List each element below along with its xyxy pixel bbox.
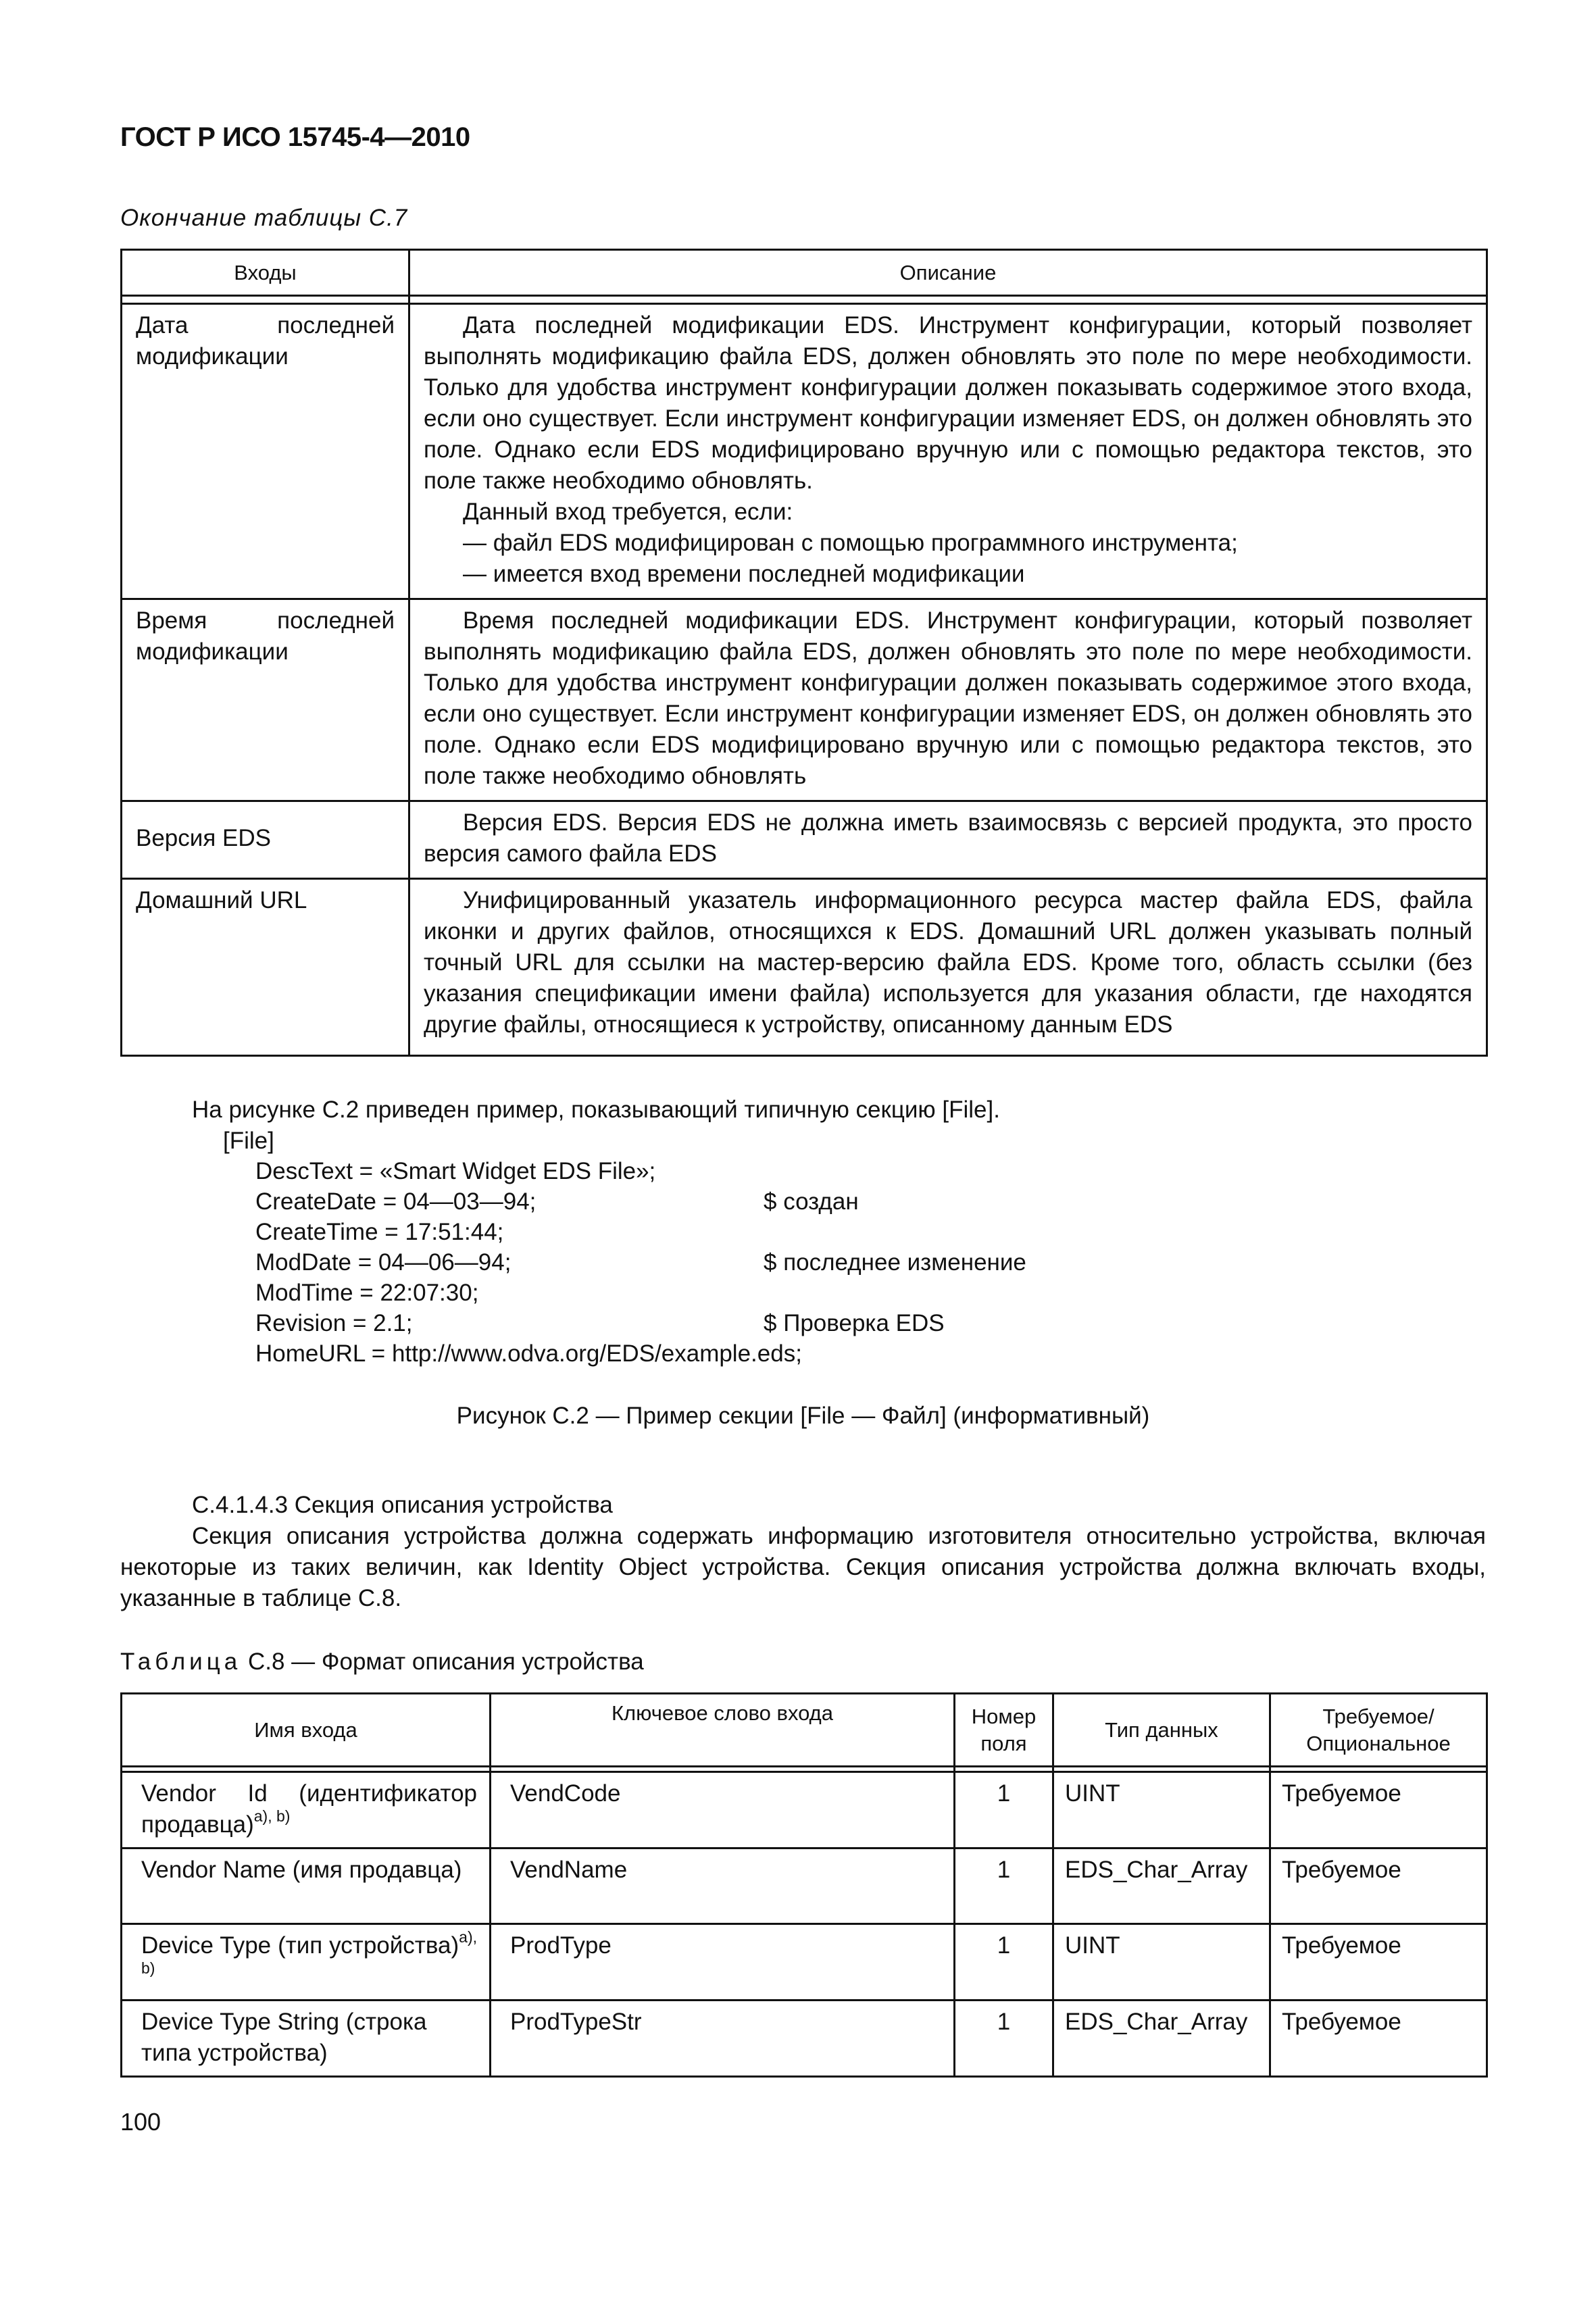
table-c7-description-cell xyxy=(409,304,1487,599)
table-c8-type-cell: UINT xyxy=(1053,1772,1270,1848)
table-c8-field-cell: 1 xyxy=(955,1848,1053,1924)
table-c8-caption xyxy=(120,1646,644,1678)
code-text: ModDate = 04—06—94; xyxy=(255,1249,512,1276)
table-c8-required-cell: Требуемое xyxy=(1270,1772,1487,1848)
code-line xyxy=(255,1186,1134,1217)
document-id-header: ГОСТ Р ИСО 15745-4—2010 xyxy=(120,122,470,152)
code-line xyxy=(255,1217,1134,1247)
description-list-item: — файл EDS модифицирован с помощью программного инструмента; xyxy=(463,530,1238,556)
table-c7 xyxy=(120,249,1488,1057)
footnote-ref: а), b) xyxy=(141,1928,477,1977)
table-c8-type-cell: UINT xyxy=(1053,1924,1270,2001)
table-c7-entry-cell: Домашний URL xyxy=(122,879,409,1056)
table-c7-entry-cell: Дата последней модификации xyxy=(122,304,409,599)
table-c8-header-name: Имя входа xyxy=(122,1694,491,1767)
section-body: Секция описания устройства должна содержать информацию изготовителя относительно устройства, включая некоторые из таких величин, как Identity Object устройства. Секция описания устройства должна включать входы, указанные в таблице С.8. xyxy=(120,1523,1486,1611)
code-text: HomeURL = http://www.odva.org/EDS/example.eds; xyxy=(255,1340,802,1367)
table-c8-required-cell: Требуемое xyxy=(1270,2001,1487,2077)
page-number: 100 xyxy=(120,2108,161,2136)
description-paragraph: Данный вход требуется, если: xyxy=(463,499,793,525)
table-c7-description-cell xyxy=(409,801,1487,879)
table-c7-header-row xyxy=(122,250,1487,296)
footnote-ref: а), b) xyxy=(253,1807,291,1825)
table-c7-description-cell xyxy=(409,879,1487,1056)
code-comment: $ создан xyxy=(764,1188,859,1215)
table-c8-name-cell: Device Type (тип устройства)$^{а), b)}$ xyxy=(122,1924,491,2001)
code-line xyxy=(255,1308,1134,1338)
table-c8-name-cell: Vendor Id (идентификатор продавца)$^{а), b)}$ xyxy=(122,1772,491,1848)
table-row xyxy=(122,1772,1487,1848)
table-row xyxy=(122,801,1487,879)
table-c7-header-separator xyxy=(122,296,1487,304)
table-row xyxy=(122,599,1487,801)
table-c8 xyxy=(120,1692,1488,2078)
code-line xyxy=(255,1338,1134,1369)
code-text: Revision = 2.1; xyxy=(255,1310,413,1336)
section-title: С.4.1.4.3 Секция описания устройства xyxy=(192,1492,613,1518)
table-c8-header-keyword: Ключевое слово входа xyxy=(491,1694,955,1767)
description-paragraph: Дата последней модификации EDS. Инструмент конфигурации, который позволяет выполнять модификацию файла EDS, должен обновлять это поле по мере необходимости. Только для удобства инструмент конфигурации должен показывать содержимое этого входа, если оно существует. Если инструмент конфигурации изменяет EDS, он должен обновлять это поле. Однако если EDS модифицировано вручную или с помощью редактора текстов, это поле также необходимо обновлять. xyxy=(424,312,1472,494)
code-comment: $ Проверка EDS xyxy=(764,1310,945,1336)
table-c8-field-cell: 1 xyxy=(955,1772,1053,1848)
table-c7-continuation-caption: Окончание таблицы С.7 xyxy=(120,205,408,231)
code-text: ModTime = 22:07:30; xyxy=(255,1280,479,1306)
description-paragraph: Время последней модификации EDS. Инструмент конфигурации, который позволяет выполнять модификацию файла EDS, должен обновлять это поле по мере необходимости. Только для удобства инструмент конфигурации должен показывать содержимое этого входа, если оно существует. Если инструмент конфигурации изменяет EDS, он должен обновлять это поле. Однако если EDS модифицировано вручную или с помощью редактора текстов, это поле также необходимо обновлять xyxy=(424,607,1472,789)
table-c8-name-cell: Vendor Name (имя продавца) xyxy=(122,1848,491,1924)
code-section-label xyxy=(223,1126,274,1156)
table-row xyxy=(122,304,1487,599)
code-comment: $ последнее изменение xyxy=(764,1249,1026,1276)
table-c8-keyword-cell: ProdTypeStr xyxy=(491,2001,955,2077)
table-c8-keyword-cell: ProdType xyxy=(491,1924,955,2001)
table-c7-header-entries: Входы xyxy=(122,250,409,296)
figure-intro-text: На рисунке С.2 приведен пример, показывающий типичную секцию [File]. xyxy=(192,1097,1000,1123)
table-c8-header-field-number: Номер поля xyxy=(955,1694,1053,1767)
table-c7-entry-cell: Время последней модификации xyxy=(122,599,409,801)
table-row xyxy=(122,1848,1487,1924)
table-c8-type-cell: EDS_Char_Array xyxy=(1053,1848,1270,1924)
code-line xyxy=(255,1278,1134,1308)
table-row xyxy=(122,1924,1487,2001)
code-text: CreateTime = 17:51:44; xyxy=(255,1219,504,1245)
description-paragraph: Версия EDS. Версия EDS не должна иметь взаимосвязь с версией продукта, это просто версия самого файла EDS xyxy=(424,809,1472,867)
code-line: [File] xyxy=(223,1128,274,1154)
table-c8-header-row xyxy=(122,1694,1487,1767)
code-line xyxy=(255,1156,1134,1186)
code-text: CreateDate = 04—03—94; xyxy=(255,1188,537,1215)
table-c8-field-cell: 1 xyxy=(955,1924,1053,2001)
table-c8-keyword-cell: VendName xyxy=(491,1848,955,1924)
table-c8-required-cell: Требуемое xyxy=(1270,1848,1487,1924)
table-c8-required-cell: Требуемое xyxy=(1270,1924,1487,2001)
code-text: DescText = «Smart Widget EDS File»; xyxy=(255,1158,656,1184)
table-c8-keyword-cell: VendCode xyxy=(491,1772,955,1848)
table-c7-entry-cell: Версия EDS xyxy=(122,801,409,879)
description-paragraph: Унифицированный указатель информационного ресурса мастер файла EDS, файла иконки и других файлов, относящихся к EDS. Домашний URL должен указывать полный точный URL для ссылки на мастер-версию файла EDS. Кроме того, область ссылки (без указания спецификации имени файла) используется для указания области, где находятся другие файлы, относящиеся к устройству, описанному данным EDS xyxy=(424,887,1472,1038)
description-list-item: — имеется вход времени последней модификации xyxy=(463,561,1025,587)
table-c8-caption-label: Таблица xyxy=(120,1649,242,1675)
table-c8-caption-text: С.8 — Формат описания устройства xyxy=(241,1649,644,1675)
table-c8-header-required: Требуемое/ Опциональное xyxy=(1270,1694,1487,1767)
table-c7-description-cell xyxy=(409,599,1487,801)
table-c7-header-description: Описание xyxy=(409,250,1487,296)
code-example xyxy=(255,1156,1134,1369)
table-c8-header-separator xyxy=(122,1767,1487,1772)
table-c8-header-data-type: Тип данных xyxy=(1053,1694,1270,1767)
code-line xyxy=(255,1247,1134,1278)
table-c8-field-cell: 1 xyxy=(955,2001,1053,2077)
table-c8-name-cell: Device Type String (строка типа устройства) xyxy=(122,2001,491,2077)
table-c8-type-cell: EDS_Char_Array xyxy=(1053,2001,1270,2077)
figure-caption: Рисунок С.2 — Пример секции [File — Файл] (информативный) xyxy=(456,1403,1150,1429)
table-row xyxy=(122,879,1487,1056)
table-row xyxy=(122,2001,1487,2077)
